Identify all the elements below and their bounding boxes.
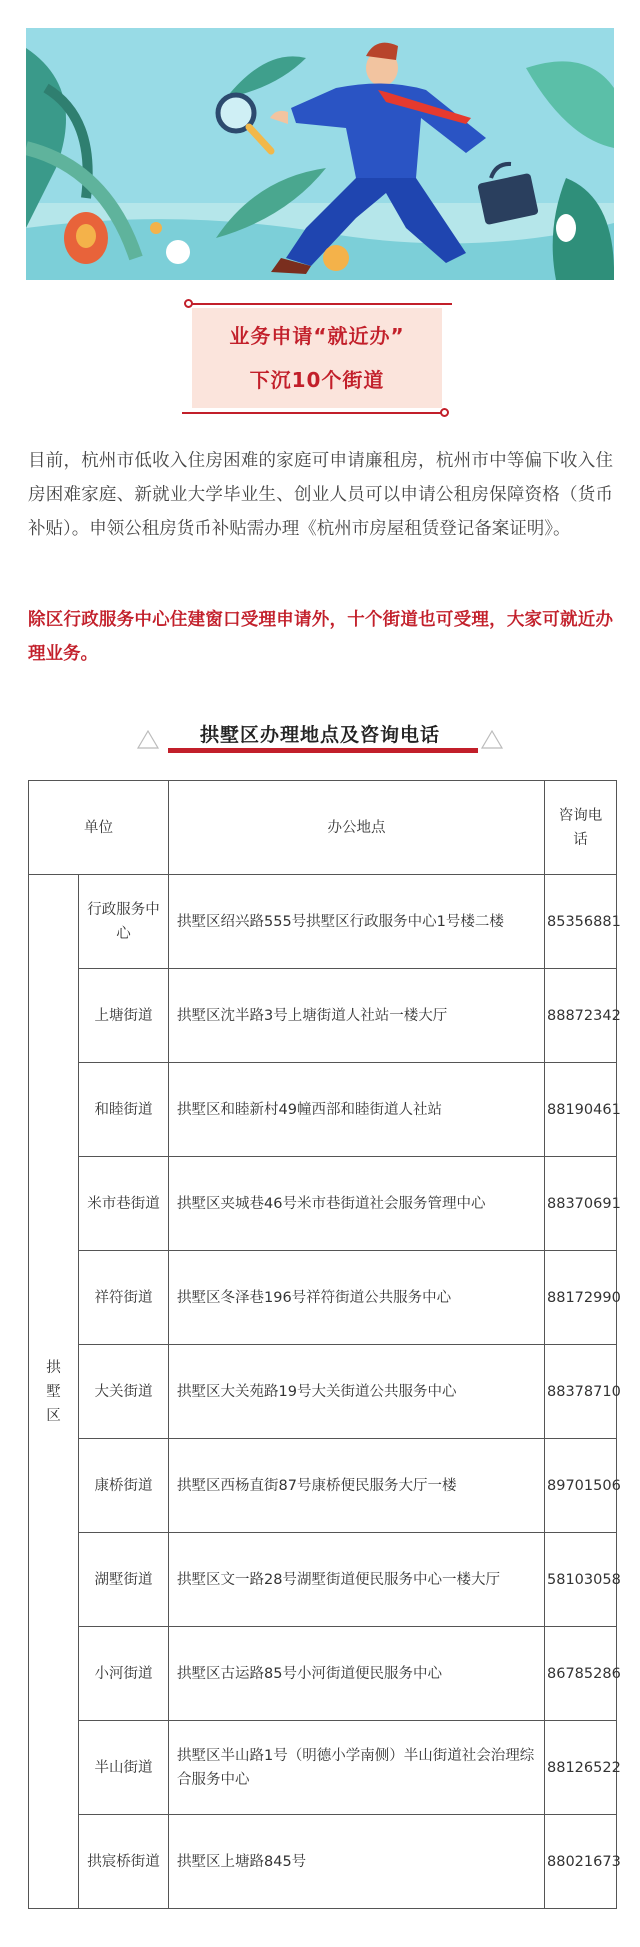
table-row [29,1721,617,1815]
unit-cell: 上塘街道 [79,969,169,1063]
phone-cell: 85356881 [545,875,617,969]
banner-line-1: 业务申请“就近办” [229,324,405,348]
table-row [29,1063,617,1157]
unit-cell: 拱宸桥街道 [79,1815,169,1909]
unit-cell: 和睦街道 [79,1063,169,1157]
intro-paragraph: 目前，杭州市低收入住房困难的家庭可申请廉租房，杭州市中等偏下收入住房困难家庭、新就业大学毕业生、创业人员可以申请公租房保障资格（货币补贴）。申领公租房货币补贴需办理《杭州市房屋租赁登记备案证明》。 [28,451,613,539]
header-phone: 咨询电话 [545,781,617,875]
table-row [29,1533,617,1627]
phone-cell: 88370691 [545,1157,617,1251]
table-row [29,1157,617,1251]
table-row [29,1815,617,1909]
phone-cell: 88172990 [545,1251,617,1345]
address-cell: 拱墅区大关苑路19号大关街道公共服务中心 [169,1345,545,1439]
phone-cell: 88872342 [545,969,617,1063]
table-row [29,969,617,1063]
phone-cell: 88021673 [545,1815,617,1909]
address-cell: 拱墅区绍兴路555号拱墅区行政服务中心1号楼二楼 [169,875,545,969]
table-row [29,1251,617,1345]
table-row [29,1439,617,1533]
address-cell: 拱墅区冬泽巷196号祥符街道公共服务中心 [169,1251,545,1345]
phone-cell: 89701506 [545,1439,617,1533]
district-cell: 拱墅区 [29,875,79,1909]
phone-cell: 88378710 [545,1345,617,1439]
header-address: 办公地点 [169,781,545,875]
banner-top-dot [184,299,193,308]
banner [182,303,452,416]
notice-paragraph: 除区行政服务中心住建窗口受理申请外，十个街道也可受理，大家可就近办理业务。 [28,610,613,664]
unit-cell: 湖墅街道 [79,1533,169,1627]
table-header-row [29,781,617,875]
unit-cell: 祥符街道 [79,1251,169,1345]
unit-cell: 康桥街道 [79,1439,169,1533]
unit-cell: 小河街道 [79,1627,169,1721]
unit-cell: 米市巷街道 [79,1157,169,1251]
unit-cell: 行政服务中心 [79,875,169,969]
banner-bottom-rule [182,412,444,414]
unit-cell: 大关街道 [79,1345,169,1439]
address-cell: 拱墅区上塘路845号 [169,1815,545,1909]
hero-illustration [26,28,614,280]
phone-cell: 88190461 [545,1063,617,1157]
table-row [29,875,617,969]
unit-cell: 半山街道 [79,1721,169,1815]
header-unit: 单位 [29,781,169,875]
banner-line-2: 下沉10个街道 [249,368,385,392]
businessman-magnifier-illustration [26,28,614,280]
address-cell: 拱墅区文一路28号湖墅街道便民服务中心一楼大厅 [169,1533,545,1627]
address-cell: 拱墅区半山路1号（明德小学南侧）半山街道社会治理综合服务中心 [169,1721,545,1815]
banner-bottom-dot [440,408,449,417]
phone-cell: 58103058 [545,1533,617,1627]
phone-cell: 86785286 [545,1627,617,1721]
address-cell: 拱墅区西杨直街87号康桥便民服务大厅一楼 [169,1439,545,1533]
section-header [120,718,520,758]
address-cell: 拱墅区古运路85号小河街道便民服务中心 [169,1627,545,1721]
phone-cell: 88126522 [545,1721,617,1815]
address-cell: 拱墅区和睦新村49幢西部和睦街道人社站 [169,1063,545,1157]
table-row [29,1627,617,1721]
section-title: 拱墅区办理地点及咨询电话 [199,724,440,746]
address-cell: 拱墅区夹城巷46号米市巷街道社会服务管理中心 [169,1157,545,1251]
section-title-underline [168,748,478,753]
office-table [28,780,621,1909]
address-cell: 拱墅区沈半路3号上塘街道人社站一楼大厅 [169,969,545,1063]
table-row [29,1345,617,1439]
banner-top-rule [190,303,452,305]
